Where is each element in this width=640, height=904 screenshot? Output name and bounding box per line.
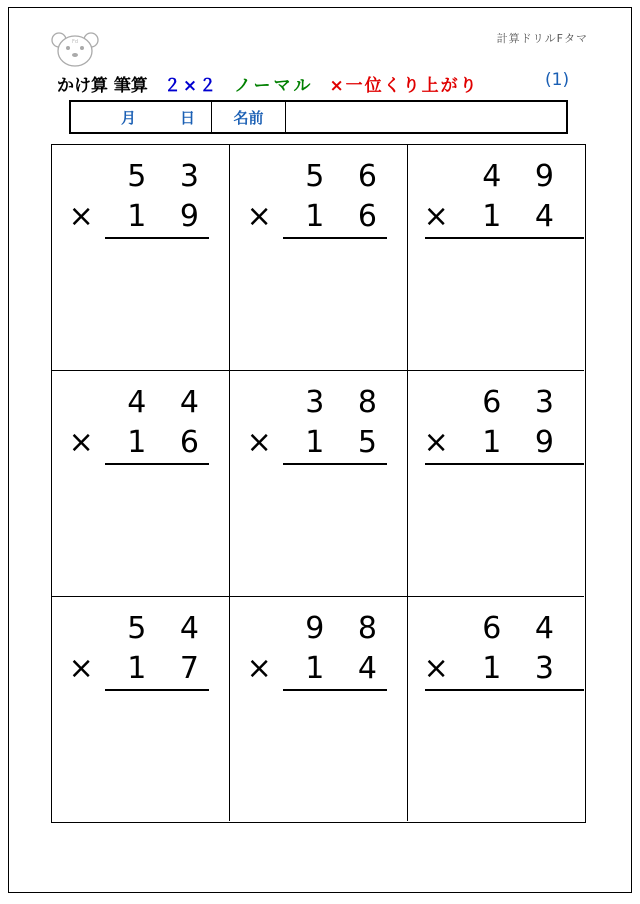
multiplicand: 4 9	[482, 159, 566, 194]
date-field[interactable]	[71, 102, 212, 132]
answer-line	[105, 463, 209, 465]
problem-cell[interactable]	[52, 145, 230, 371]
day-label: 日	[180, 108, 196, 127]
multiplier: × 1 4	[423, 199, 566, 234]
problem-cell[interactable]	[408, 371, 584, 597]
answer-line	[105, 237, 209, 239]
multiplier: × 1 9	[68, 199, 211, 234]
sheet-number: (1)	[545, 70, 570, 90]
problem-cell[interactable]	[230, 371, 408, 597]
problem-cell[interactable]	[230, 597, 408, 821]
multiplicand: 9 8	[305, 611, 389, 646]
multiplicand: 6 4	[482, 611, 566, 646]
answer-line	[425, 237, 584, 239]
answer-line	[283, 463, 387, 465]
title-carry: ×一位くり上がり	[329, 76, 479, 96]
problem-cell[interactable]	[408, 597, 584, 821]
multiplier: × 1 6	[68, 425, 211, 460]
svg-text:Fd: Fd	[71, 39, 79, 45]
problem-cell[interactable]	[230, 145, 408, 371]
problem-cell[interactable]	[52, 597, 230, 821]
title-digits: ２×２	[163, 76, 219, 96]
name-field[interactable]	[286, 102, 566, 132]
multiplier: × 1 6	[246, 199, 389, 234]
answer-line	[425, 689, 584, 691]
answer-line	[105, 689, 209, 691]
bear-face-icon	[50, 30, 100, 68]
problem-grid	[51, 144, 586, 823]
answer-line	[283, 689, 387, 691]
problem-cell[interactable]	[52, 371, 230, 597]
multiplier: × 1 7	[68, 651, 211, 686]
multiplier: × 1 4	[246, 651, 389, 686]
multiplicand: 5 6	[305, 159, 389, 194]
multiplicand: 4 4	[127, 385, 211, 420]
name-label: 名前	[212, 102, 286, 132]
answer-line	[283, 237, 387, 239]
name-date-box	[69, 100, 568, 134]
answer-line	[425, 463, 584, 465]
multiplier: × 1 3	[423, 651, 566, 686]
multiplier: × 1 9	[423, 425, 566, 460]
multiplicand: 6 3	[482, 385, 566, 420]
multiplicand: 3 8	[305, 385, 389, 420]
month-label: 月	[121, 108, 137, 127]
multiplicand: 5 3	[127, 159, 211, 194]
page-title	[57, 71, 489, 96]
title-operation: かけ算 筆算	[57, 76, 148, 96]
brand-label: 計算ドリルFタマ	[496, 32, 588, 45]
problem-cell[interactable]	[408, 145, 584, 371]
multiplier: × 1 5	[246, 425, 389, 460]
multiplicand: 5 4	[127, 611, 211, 646]
title-level: ノーマル	[234, 76, 314, 96]
